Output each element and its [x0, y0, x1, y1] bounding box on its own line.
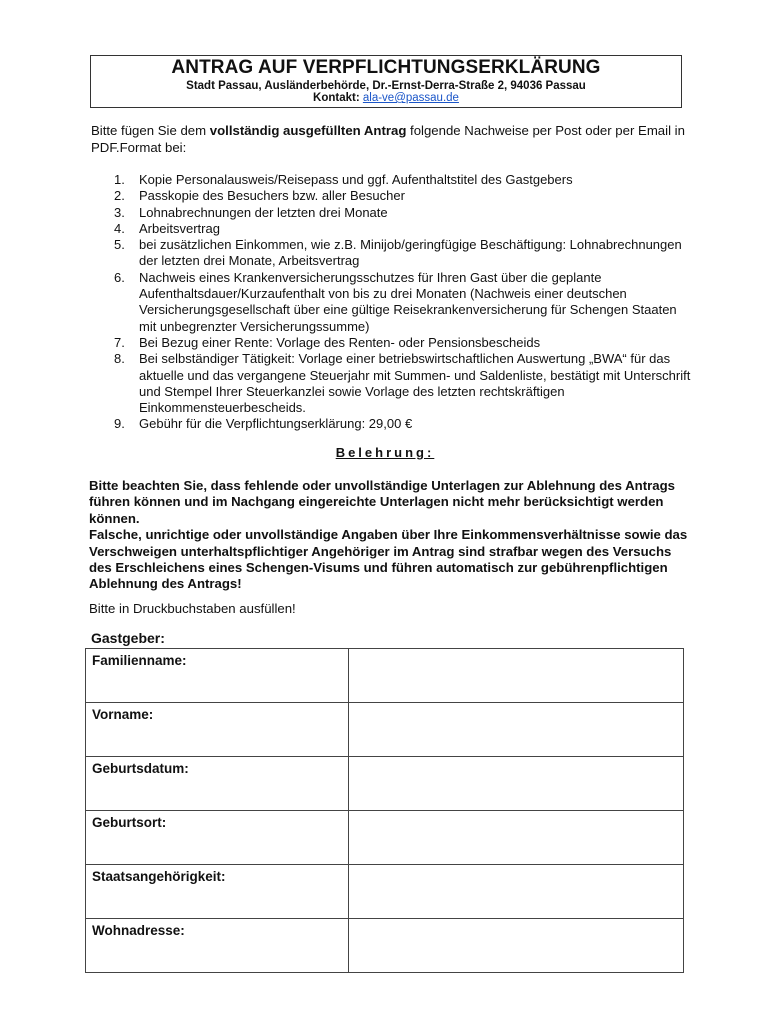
- list-item: [91, 270, 691, 335]
- list-number: 5.: [114, 237, 125, 253]
- header-box: [90, 55, 682, 108]
- list-item: [91, 351, 691, 416]
- table-row: [86, 703, 684, 757]
- belehrung-heading: Belehrung:: [335, 445, 435, 460]
- field-label-surname: Familienname:: [86, 649, 349, 703]
- surname-field[interactable]: [348, 649, 683, 703]
- intro-text-end: folgende Nachweise per Post oder per Email in PDF.Format bei:: [91, 123, 685, 155]
- table-row: [86, 649, 684, 703]
- authority-address: Stadt Passau, Ausländerbehörde, Dr.-Ernst-Derra-Straße 2, 94036 Passau: [186, 80, 586, 92]
- list-item-text: Arbeitsvertrag: [139, 220, 220, 236]
- list-number: 8.: [114, 351, 125, 367]
- warning-paragraph-1: Bitte beachten Sie, dass fehlende oder unvollständige Unterlagen zur Ablehnung des Antrags führen können und im Nachgang eingereichte Unterlagen nicht mehr berücksichtigt werden können.: [89, 478, 675, 526]
- list-number: 7.: [114, 334, 125, 350]
- table-row: [86, 919, 684, 973]
- document-title: ANTRAG AUF VERPFLICHTUNGSERKLÄRUNG: [171, 57, 601, 78]
- field-label-birth-place: Geburtsort:: [86, 811, 349, 865]
- field-label-address: Wohnadresse:: [86, 919, 349, 973]
- intro-paragraph: [91, 122, 691, 156]
- list-item: [91, 205, 691, 221]
- list-item-text: Nachweis eines Krankenversicherungsschutzes für Ihren Gast über die geplante Aufenthaltsdauer/Kurzaufenthalt von bis zu drei Monaten (Nachweis einer deutschen Versicherungsgesellschaft über eine gültige Reisekrankenversicherung für Schengen Staaten mit unbegrenzter Versicherungssumme): [139, 269, 677, 334]
- list-item-text: Lohnabrechnungen der letzten drei Monate: [139, 204, 388, 220]
- contact-line: [91, 92, 681, 104]
- list-number: 4.: [114, 220, 125, 236]
- first-name-field[interactable]: [348, 703, 683, 757]
- list-item: [91, 188, 691, 204]
- nationality-field[interactable]: [348, 865, 683, 919]
- warning-paragraph-2: Falsche, unrichtige oder unvollständige Angaben über Ihre Einkommensverhältnisse sowie das Verschweigen unterhaltspflichtiger Angehöriger im Antrag sind strafbar wegen des Versuchs des Erschleichens eines Schengen-Visums und führen automatisch zur gebührenpflichtigen Ablehnung des Antrags!: [89, 527, 688, 592]
- list-number: 9.: [114, 416, 125, 432]
- list-item: [91, 335, 691, 351]
- intro-text-start: Bitte fügen Sie dem: [91, 123, 210, 138]
- address-field[interactable]: [348, 919, 683, 973]
- list-item: [91, 237, 691, 270]
- list-item-text: Passkopie des Besuchers bzw. aller Besucher: [139, 188, 405, 204]
- list-item: [91, 416, 691, 432]
- contact-email-link[interactable]: ala-ve@passau.de: [362, 92, 459, 104]
- requirements-list: [91, 172, 691, 433]
- list-item: [91, 221, 691, 237]
- list-item-text: bei zusätzlichen Einkommen, wie z.B. Minijob/geringfügige Beschäftigung: Lohnabrechnungen der letzten drei Monate, Arbeitsvertrag: [139, 237, 682, 269]
- list-number: 2.: [114, 188, 125, 204]
- table-row: [86, 865, 684, 919]
- block-letters-note: Bitte in Druckbuchstaben ausfüllen!: [89, 601, 296, 616]
- list-number: 6.: [114, 269, 125, 285]
- birth-place-field[interactable]: [348, 811, 683, 865]
- birth-date-field[interactable]: [348, 757, 683, 811]
- intro-text-bold: vollständig ausgefüllten Antrag: [209, 123, 407, 138]
- list-item-text: Kopie Personalausweis/Reisepass und ggf. Aufenthaltstitel des Gastgebers: [139, 172, 573, 187]
- field-label-first-name: Vorname:: [86, 703, 349, 757]
- list-item-text: Bei selbständiger Tätigkeit: Vorlage einer betriebswirtschaftlichen Auswertung „BWA“ für das aktuelle und das vergangene Steuerjahr mit Summen- und Saldenliste, bestätigt mit Unterschrift und Stempel Ihrer Steuerkanzlei sowie Vorlage des letzten rechtskräftigen Einkommensteuerbescheids.: [139, 351, 691, 416]
- table-row: [86, 811, 684, 865]
- warning-text: [89, 478, 689, 593]
- field-label-nationality: Staatsangehörigkeit:: [86, 865, 349, 919]
- table-row: [86, 757, 684, 811]
- list-item-text: Gebühr für die Verpflichtungserklärung: 29,00 €: [139, 416, 413, 432]
- list-number: 1.: [114, 172, 125, 187]
- list-item: [91, 172, 691, 188]
- field-label-birth-date: Geburtsdatum:: [86, 757, 349, 811]
- list-number: 3.: [114, 204, 125, 220]
- host-section-heading: Gastgeber:: [91, 630, 165, 646]
- list-item-text: Bei Bezug einer Rente: Vorlage des Renten- oder Pensionsbescheids: [139, 334, 541, 350]
- contact-label: Kontakt:: [313, 92, 363, 104]
- host-form-table: [85, 648, 684, 973]
